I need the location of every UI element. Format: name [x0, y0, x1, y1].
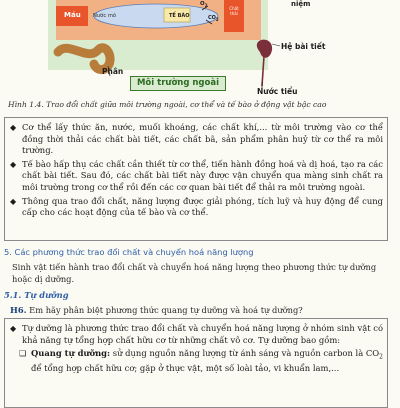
label-tissue-fluid: Nước mô: [93, 13, 117, 19]
diamond-bullet-icon: ◆: [10, 196, 17, 206]
answer-subpoint: [9, 348, 383, 375]
diamond-bullet-icon: ◆: [10, 159, 17, 169]
section-intro: Sinh vật tiến hành trao đổi chất và chuyển hoá năng lượng theo phương thức tự dưỡng hoặc dị dưỡng.: [12, 262, 377, 284]
summary-point: [9, 196, 383, 219]
answer-sub-subscript: 2: [379, 353, 383, 361]
summary-text: Thông qua trao đổi chất, năng lượng được giải phóng, tích luỹ và huy động để cung cấp cho các hoạt động của tế bào và cơ thể.: [22, 195, 383, 218]
label-blood: Máu: [64, 11, 81, 19]
label-urine: Nước tiểu: [257, 87, 298, 96]
answer-sub-text-a: sử dụng nguồn năng lượng từ ánh sáng và nguồn carbon là CO: [110, 348, 380, 359]
summary-point: [9, 122, 383, 157]
summary-point: [9, 159, 383, 194]
question-text: Em hãy phân biệt phương thức quang tự dưỡng và hoá tự dưỡng?: [26, 305, 303, 315]
question-h6: [10, 305, 303, 315]
summary-text: Cơ thể lấy thức ăn, nước, muối khoáng, các chất khí,... từ môi trường vào cơ thể đồng thời thải các chất bài tiết, các chất bã, sản phẩm phân huỷ từ cơ thể ra môi trường.: [22, 122, 383, 156]
label-excretory-system: Hệ bài tiết: [281, 42, 326, 51]
answer-text: Tự dưỡng là phương thức trao đổi chất và chuyển hoá năng lượng ở nhóm sinh vật có khả năng tự tổng hợp chất hữu cơ từ những chất vô cơ. Tự dưỡng bao gồm:: [22, 323, 383, 345]
diamond-bullet-icon: ◆: [10, 123, 17, 132]
summary-text: Tế bào hấp thụ các chất cần thiết từ cơ thể, tiến hành đồng hoá và dị hoá, tạo ra các chất bài tiết. Sau đó, các chất bài tiết này được vận chuyển qua màng sinh chất ra môi trường trong cơ thể rồi đến các cơ quan bài tiết để thải ra môi trường ngoài.: [22, 158, 383, 192]
figure-caption: Hình 1.4. Trao đổi chất giữa môi trường ngoài, cơ thể và tế bào ở động vật bậc cao: [8, 100, 327, 109]
metabolism-diagram: [48, 0, 348, 96]
label-waste: Chất thải: [229, 6, 239, 16]
answer-point: [9, 323, 383, 346]
subsection-heading: 5.1. Tự dưỡng: [4, 290, 69, 300]
label-external-environment: Môi trường ngoài: [130, 76, 226, 91]
answer-box: [4, 318, 388, 408]
label-partial-top: niệm: [291, 0, 311, 8]
answer-sub-text-b: để tổng hợp chất hữu cơ; gặp ở thực vật, một số loài tảo, vi khuẩn lam,...: [31, 363, 340, 374]
square-bullet-icon: ❏: [19, 349, 27, 359]
label-co2: $CO_2$: [208, 15, 219, 22]
label-feces: Phân: [102, 67, 124, 76]
diamond-bullet-icon: ◆: [10, 324, 17, 333]
label-o2: $O_2$: [200, 1, 208, 9]
answer-sub-label: Quang tự dưỡng:: [31, 348, 111, 359]
question-label: H6.: [10, 305, 27, 315]
section-heading: 5. Các phương thức trao đổi chất và chuyển hoá năng lượng: [4, 247, 254, 257]
kidney-pointer: [272, 44, 280, 46]
summary-box: [4, 117, 388, 241]
waste-strip: [224, 0, 244, 32]
label-cell: TẾ BÀO: [169, 13, 190, 19]
